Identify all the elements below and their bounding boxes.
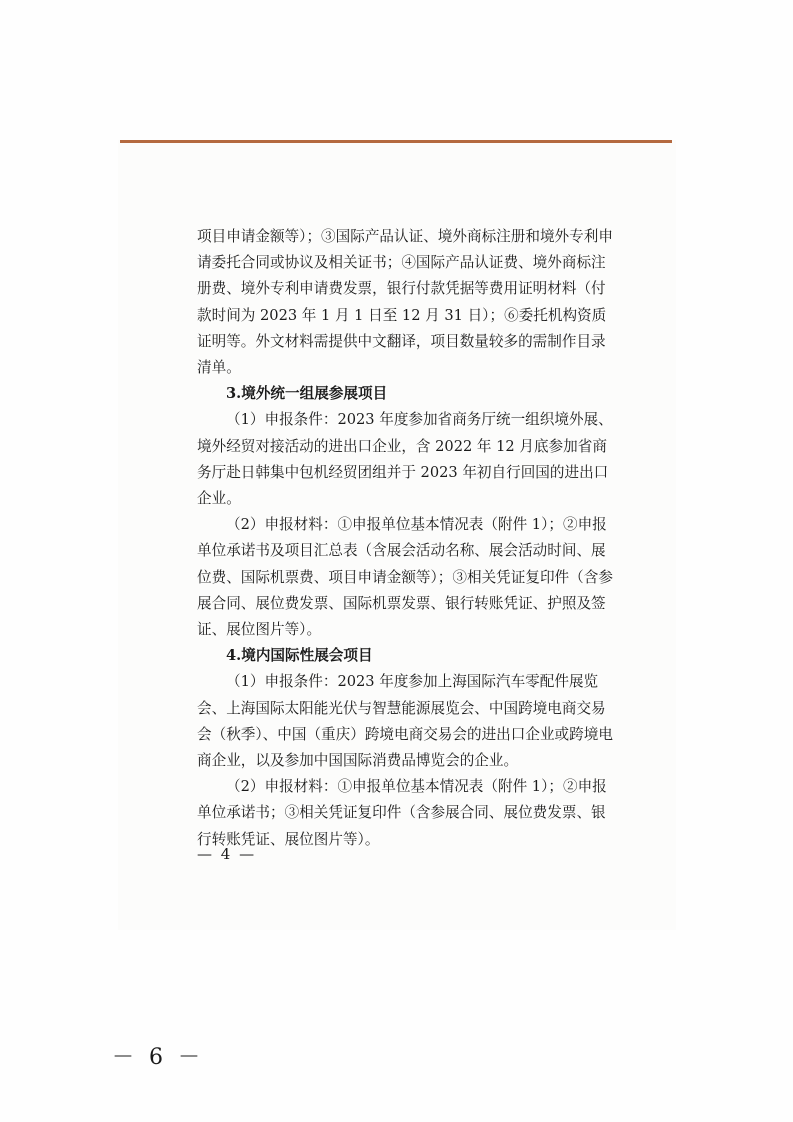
section-4-materials: （2）申报材料：①申报单位基本情况表（附件 1）；②申报单位承诺书；③相关凭证复印件（含参展合同、展位费发票、银行转账凭证、展位图片等）。	[197, 778, 607, 848]
section-3-conditions: （1）申报条件：2023 年度参加省商务厅统一组织境外展、境外经贸对接活动的进出口企业，含 2022 年 12 月底参加省商务厅赴日韩集中包机经贸团组并于 2023 年初自行回国的进出口企业。	[197, 411, 613, 508]
inner-page-number: — 4 —	[197, 845, 257, 863]
section-3-materials: （2）申报材料：①申报单位基本情况表（附件 1）；②申报单位承诺书及项目汇总表（含展会活动名称、展会活动时间、展位费、国际机票费、项目申请金额等）；③相关凭证复印件（含参展合同、展位费发票、国际机票发票、银行转账凭证、护照及签证、展位图片等）。	[197, 516, 613, 639]
intro-paragraph: 项目申请金额等）；③国际产品认证、境外商标注册和境外专利申请委托合同或协议及相关证书；④国际产品认证费、境外商标注册费、境外专利申请费发票，银行付款凭据等费用证明材料（付款时间为 2023 年 1 月 1 日至 12 月 31 日）；⑥委托机构资质证明等。外文材料需提供中文翻译，项目数量较多的需制作目录清单。	[197, 228, 613, 377]
section-3-title: 3.境外统一组展参展项目	[226, 385, 388, 403]
outer-page-number: － 6 －	[112, 1045, 204, 1070]
section-4-title: 4.境内国际性展会项目	[226, 647, 373, 665]
document-body	[197, 224, 617, 853]
section-4-conditions: （1）申报条件：2023 年度参加上海国际汽车零配件展览会、上海国际太阳能光伏与智慧能源展览会、中国跨境电商交易会（秋季）、中国（重庆）跨境电商交易会的进出口企业或跨境电商企业，以及参加中国国际消费品博览会的企业。	[197, 673, 613, 770]
header-rule	[120, 140, 672, 143]
